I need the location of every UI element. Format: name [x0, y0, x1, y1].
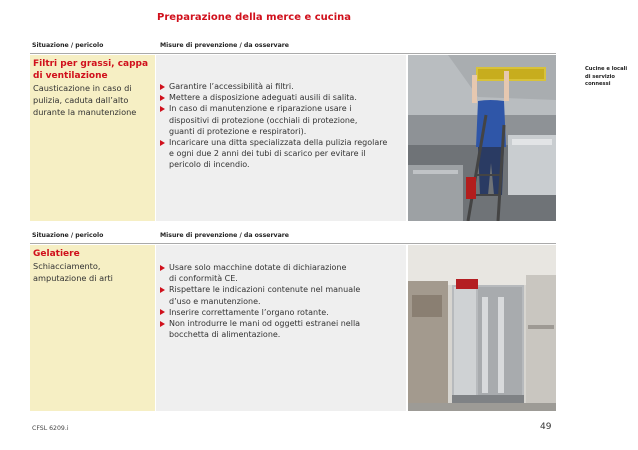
ice-cream-machine-illustration: [408, 245, 556, 411]
measures-cell-filters: [156, 55, 406, 221]
measure-item: Inserire correttamente l’organo rotante.: [160, 307, 406, 318]
document-code: CFSL 6209.i: [32, 425, 69, 432]
risk-cell-ice-cream-machines: [30, 245, 155, 411]
page-number: 49: [540, 422, 552, 432]
header-divider: [30, 53, 556, 54]
side-note-line: di servizio: [585, 73, 615, 80]
kitchen-hood-illustration: [408, 55, 556, 221]
risk-title: Filtri per grassi, cappa di ventilazione: [33, 59, 149, 81]
column-header-measures: Misure di prevenzione / da osservare: [160, 232, 290, 239]
risk-title: Gelatiere: [33, 249, 80, 259]
column-header-situation: Situazione / pericolo: [32, 42, 104, 49]
measures-list: [160, 262, 406, 340]
header-divider: [30, 243, 556, 244]
section-side-note: [585, 66, 630, 89]
page-title: Preparazione della merce e cucina: [157, 12, 352, 23]
side-note-line: Cucine e locali: [585, 66, 628, 72]
measures-cell-ice-cream-machines: [156, 245, 406, 411]
risk-cell-filters: [30, 55, 155, 221]
measure-item: Incaricare una ditta specializzata della pulizia regolare e ogni due 2 anni dei tubi di scarico per evitare il pericolo di incendio.: [160, 137, 406, 171]
column-header-measures: Misure di prevenzione / da osservare: [160, 42, 290, 49]
measure-item: Non introdurre le mani od oggetti estranei nella bocchetta di alimentazione.: [160, 318, 406, 340]
risk-description: Causticazione in caso di pulizia, caduta dall’alto durante la manutenzione: [33, 83, 137, 117]
measure-item: Usare solo macchine dotate di dichiarazione di conformità CE.: [160, 262, 406, 284]
measure-item: Mettere a disposizione adeguati ausili di salita.: [160, 92, 406, 103]
column-header-situation: Situazione / pericolo: [32, 232, 104, 239]
measure-item: Rispettare le indicazioni contenute nel manuale d’uso e manutenzione.: [160, 284, 406, 306]
measures-list: [160, 81, 406, 171]
side-note-line: connessi: [585, 81, 611, 87]
photo-ice-cream-machine: [408, 245, 556, 411]
photo-hood-filter-maintenance: [408, 55, 556, 221]
risk-description: Schiacciamento, amputazione di arti: [33, 261, 113, 283]
measure-item: In caso di manutenzione e riparazione usare i dispositivi di protezione (occhiali di protezione, guanti di protezione e respiratori).: [160, 103, 406, 137]
measure-item: Garantire l’accessibilità ai filtri.: [160, 81, 406, 92]
